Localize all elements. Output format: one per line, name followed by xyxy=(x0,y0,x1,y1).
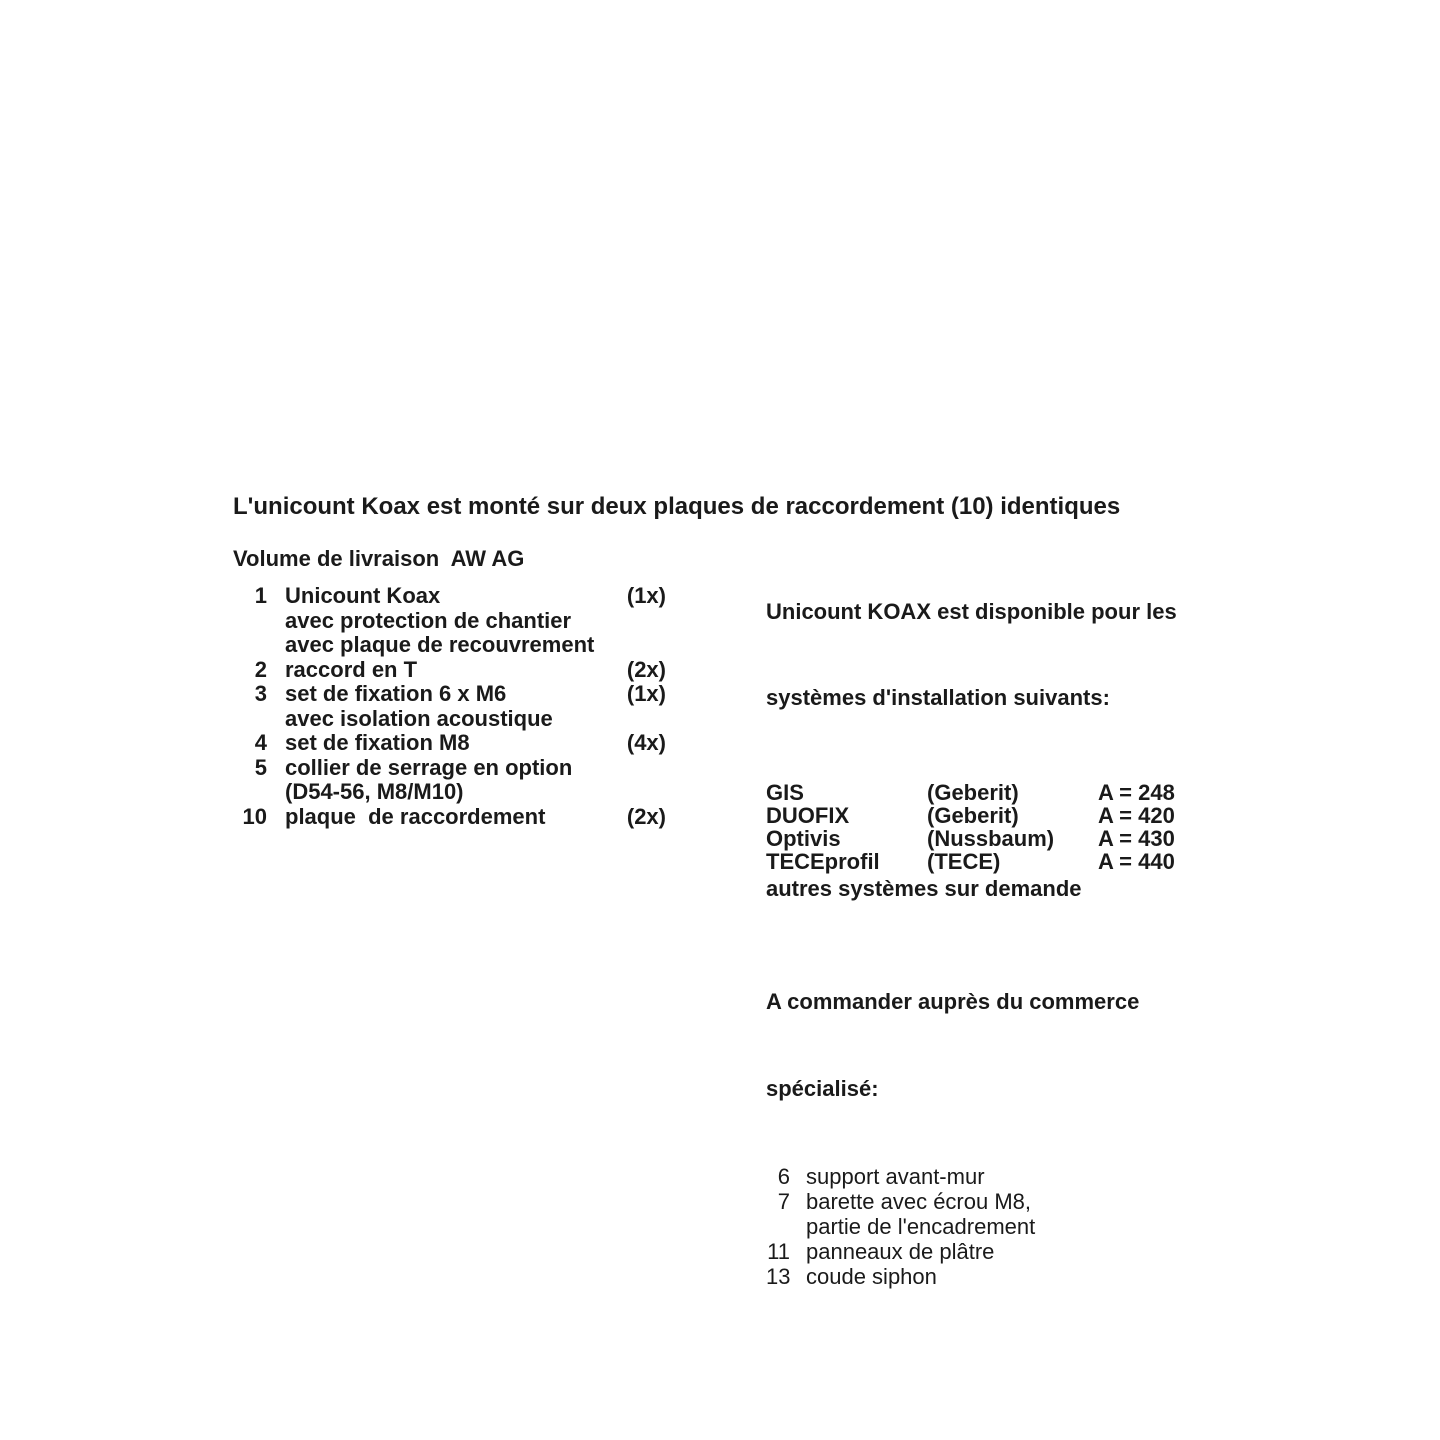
item-text: avec isolation acoustique xyxy=(285,705,553,731)
delivery-list xyxy=(233,584,666,829)
item-text: plaque de raccordement xyxy=(285,803,546,829)
system-brand: (Nussbaum) xyxy=(927,826,1055,851)
item-number: 10 xyxy=(242,803,267,829)
delivery-row xyxy=(233,682,666,707)
system-row xyxy=(766,827,1236,850)
delivery-row xyxy=(233,584,666,609)
order-heading xyxy=(766,929,1236,1161)
availability-section xyxy=(766,541,1236,1289)
item-text: coude siphon xyxy=(806,1264,937,1289)
order-row xyxy=(766,1214,1236,1239)
item-text: collier de serrage en option xyxy=(285,754,573,780)
order-heading-line1: A commander auprès du commerce xyxy=(766,989,1140,1014)
item-number: 13 xyxy=(766,1264,791,1289)
other-systems-note: autres systèmes sur demande xyxy=(766,876,1082,901)
system-name: Optivis xyxy=(766,826,841,851)
item-number: 6 xyxy=(777,1164,790,1189)
system-row xyxy=(766,850,1236,873)
item-text: (D54-56, M8/M10) xyxy=(285,779,464,804)
system-dimension: A = 420 xyxy=(1098,803,1175,828)
system-brand: (Geberit) xyxy=(927,803,1019,828)
system-brand: (TECE) xyxy=(927,849,1001,874)
delivery-row xyxy=(233,633,666,658)
system-dimension: A = 248 xyxy=(1098,780,1175,805)
order-row xyxy=(766,1239,1236,1264)
availability-heading-line2: systèmes d'installation suivants: xyxy=(766,684,1110,710)
system-name: TECEprofil xyxy=(766,849,880,874)
availability-heading-line1: Unicount KOAX est disponible pour les xyxy=(766,599,1177,624)
item-quantity: (2x) xyxy=(626,656,666,682)
system-name: GIS xyxy=(766,780,804,805)
item-text: Unicount Koax xyxy=(285,583,441,608)
item-number: 1 xyxy=(254,583,267,608)
order-row xyxy=(766,1164,1236,1189)
systems-table xyxy=(766,781,1236,873)
system-name: DUOFIX xyxy=(766,803,850,828)
delivery-row xyxy=(233,805,666,830)
item-text: raccord en T xyxy=(285,656,418,682)
availability-heading xyxy=(766,541,1236,769)
item-quantity: (1x) xyxy=(626,583,666,608)
order-row xyxy=(766,1264,1236,1289)
item-text: panneaux de plâtre xyxy=(806,1239,995,1264)
order-heading-line2: spécialisé: xyxy=(766,1076,879,1101)
item-number: 5 xyxy=(254,754,267,780)
item-quantity: (4x) xyxy=(626,730,666,755)
item-text: avec plaque de recouvrement xyxy=(285,632,595,657)
system-dimension: A = 440 xyxy=(1098,849,1175,874)
system-dimension: A = 430 xyxy=(1098,826,1175,851)
item-number: 4 xyxy=(254,730,267,755)
delivery-row xyxy=(233,658,666,683)
delivery-row xyxy=(233,707,666,732)
system-brand: (Geberit) xyxy=(927,780,1019,805)
page-title: L'unicount Koax est monté sur deux plaques de raccordement (10) identiques xyxy=(233,493,1121,520)
item-number: 3 xyxy=(254,681,267,706)
delivery-row xyxy=(233,756,666,781)
item-text: support avant-mur xyxy=(806,1164,985,1189)
delivery-row xyxy=(233,780,666,805)
order-row xyxy=(766,1189,1236,1214)
delivery-row xyxy=(233,609,666,634)
system-row xyxy=(766,804,1236,827)
item-text: set de fixation 6 x M6 xyxy=(285,681,507,706)
delivery-section xyxy=(233,547,666,829)
item-quantity: (1x) xyxy=(626,681,666,706)
item-number: 2 xyxy=(254,656,267,682)
delivery-heading: Volume de livraison AW AG xyxy=(233,546,525,571)
item-number: 11 xyxy=(767,1239,790,1264)
system-row xyxy=(766,781,1236,804)
item-text: barette avec écrou M8, xyxy=(806,1189,1032,1214)
item-text: set de fixation M8 xyxy=(285,730,470,755)
item-number: 7 xyxy=(777,1189,790,1214)
item-text: partie de l'encadrement xyxy=(806,1214,1036,1239)
order-list xyxy=(766,1164,1236,1289)
item-quantity: (2x) xyxy=(626,803,666,829)
delivery-row xyxy=(233,731,666,756)
item-text: avec protection de chantier xyxy=(285,607,572,633)
